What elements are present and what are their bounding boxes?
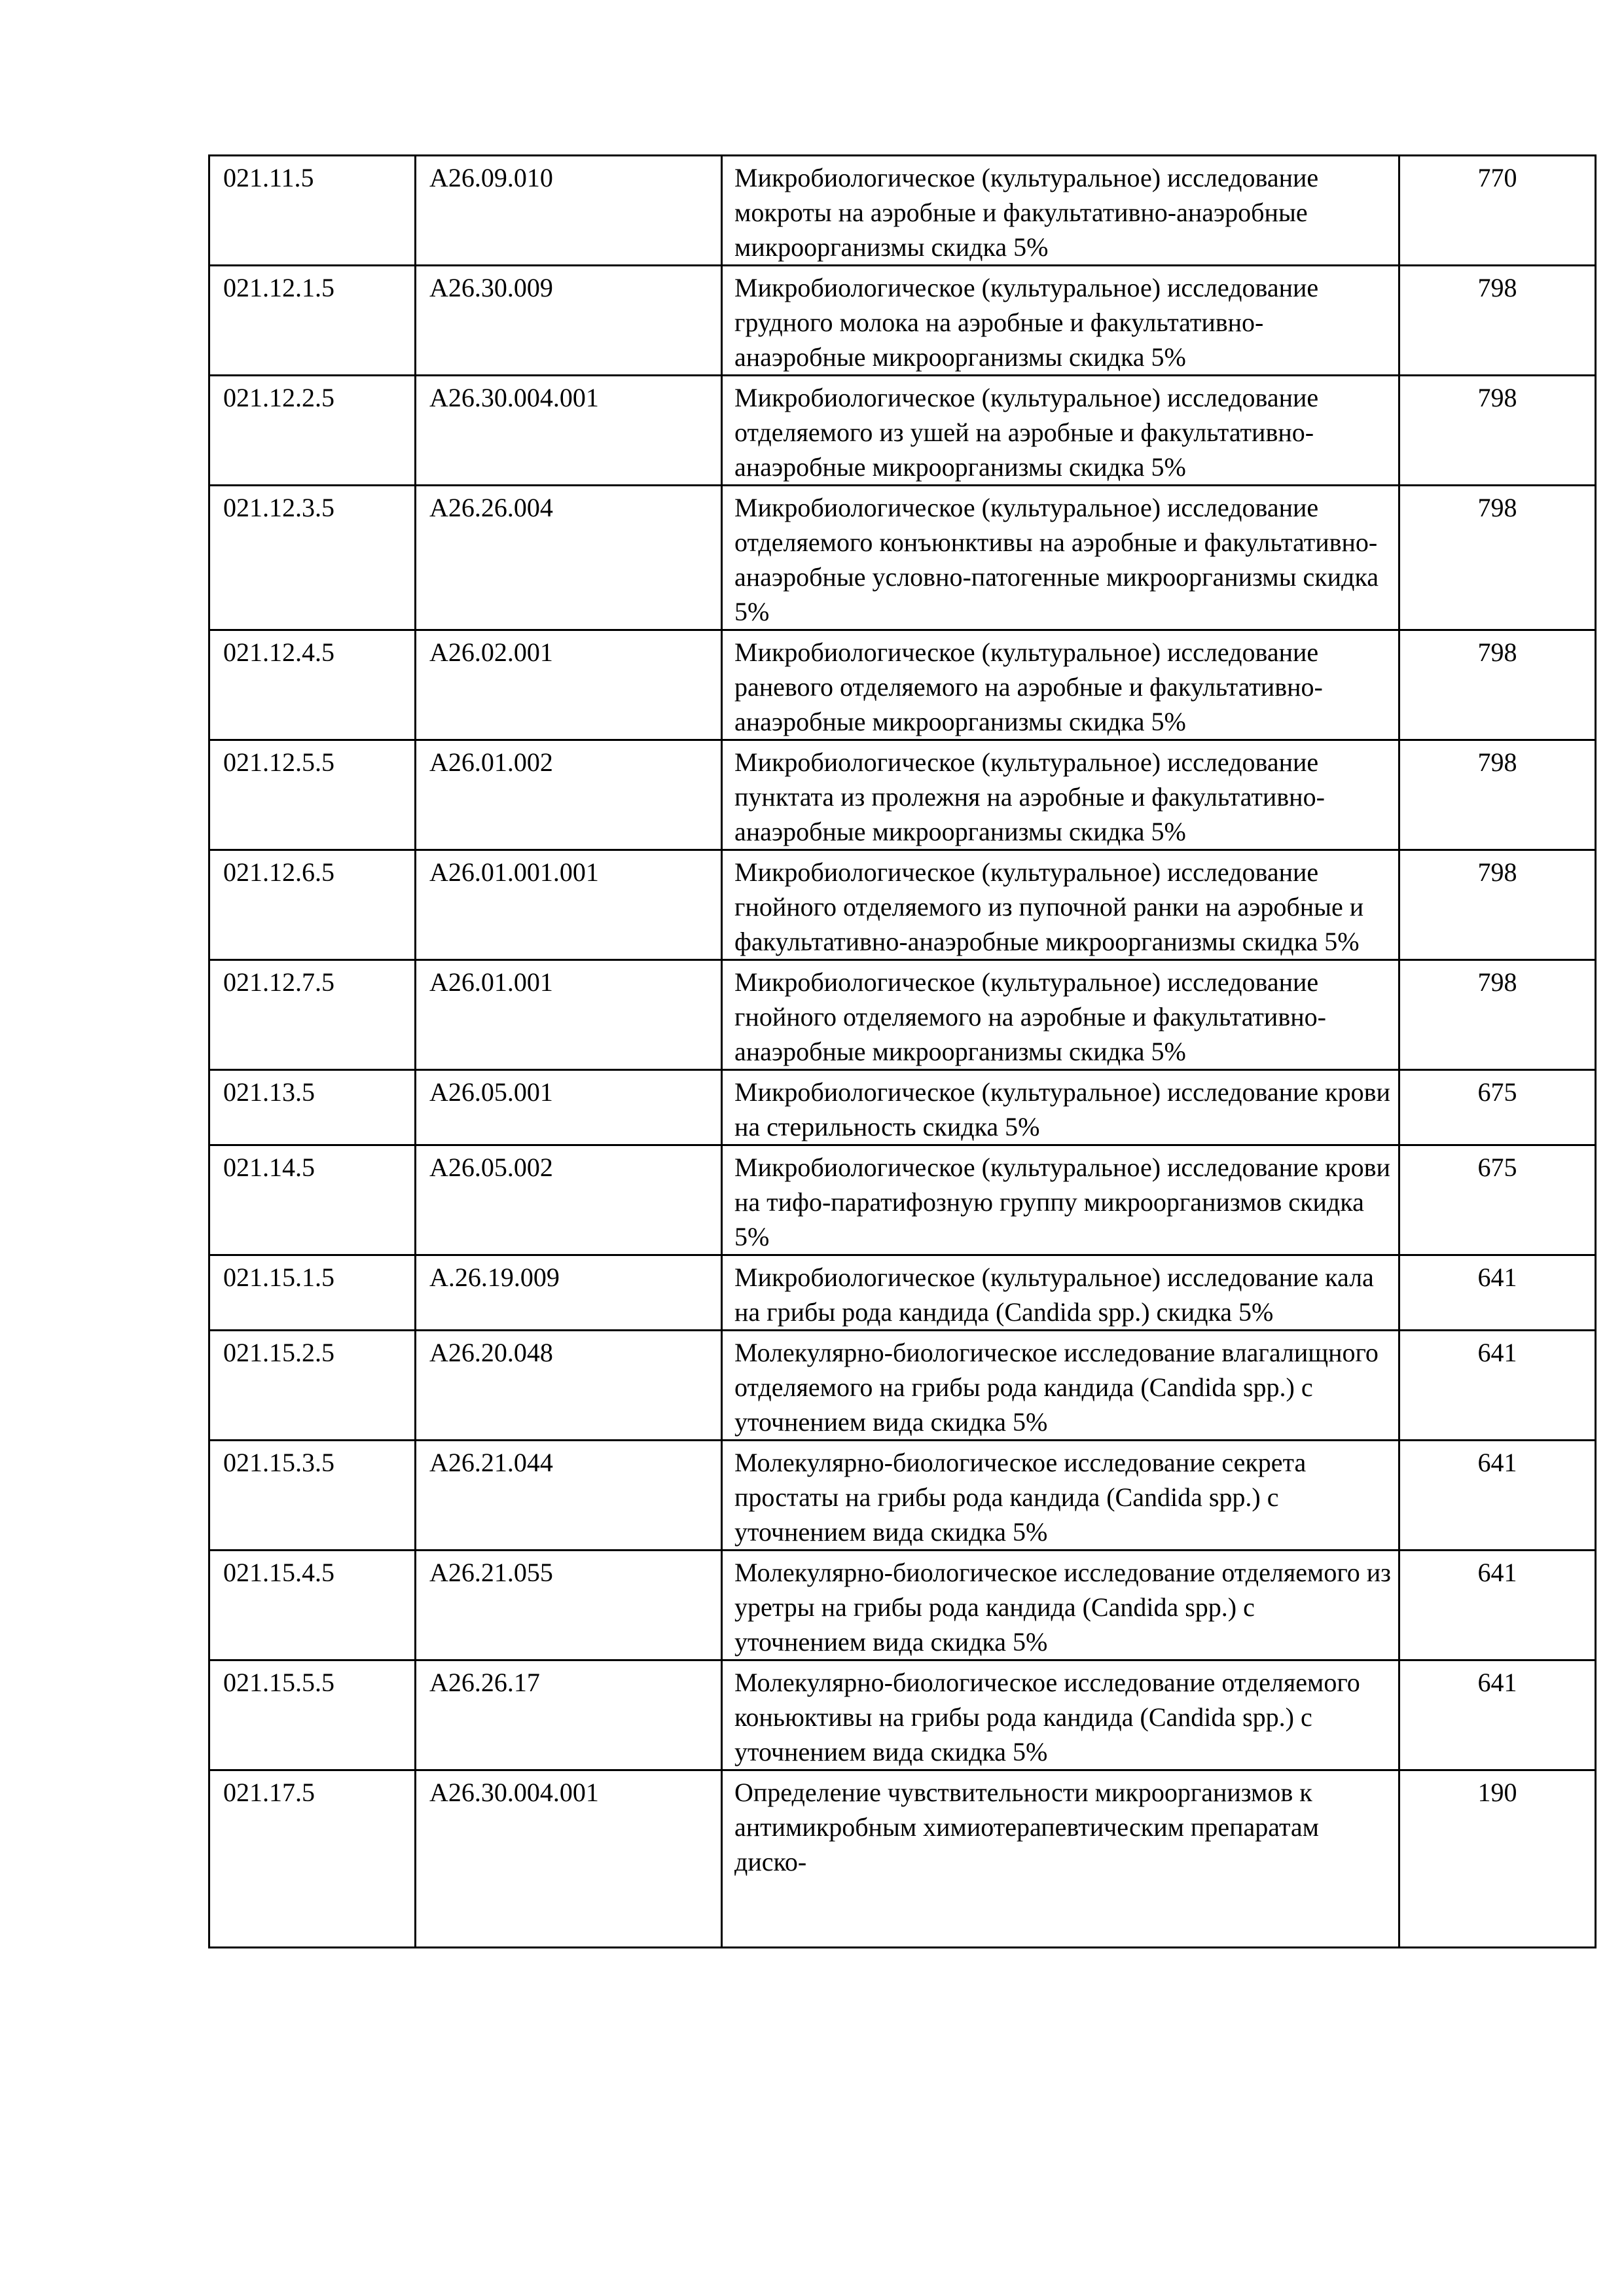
service-code: A26.26.17 [416, 1660, 722, 1770]
service-price: 770 [1399, 156, 1596, 266]
table-row [209, 1441, 1596, 1551]
service-code: A26.01.001 [416, 960, 722, 1070]
table-row [209, 376, 1596, 486]
service-description: Микробиологическое (культуральное) исследование кала на грибы рода кандида (Candida spp.) скидка 5% [722, 1255, 1399, 1331]
service-description: Микробиологическое (культуральное) исследование пунктата из пролежня на аэробные и факультативно-анаэробные микроорганизмы скидка 5% [722, 740, 1399, 850]
table-row [209, 156, 1596, 266]
service-price: 190 [1399, 1770, 1596, 1948]
service-number: 021.12.7.5 [209, 960, 416, 1070]
service-code: A26.30.004.001 [416, 1770, 722, 1948]
service-description: Микробиологическое (культуральное) исследование крови на стерильность скидка 5% [722, 1070, 1399, 1145]
service-price: 641 [1399, 1255, 1596, 1331]
service-code: A26.30.009 [416, 266, 722, 376]
service-code: A26.09.010 [416, 156, 722, 266]
service-price: 641 [1399, 1441, 1596, 1551]
service-price: 675 [1399, 1145, 1596, 1255]
service-description: Микробиологическое (культуральное) исследование мокроты на аэробные и факультативно-анаэробные микроорганизмы скидка 5% [722, 156, 1399, 266]
service-code: A26.30.004.001 [416, 376, 722, 486]
table-row [209, 1660, 1596, 1770]
service-number: 021.11.5 [209, 156, 416, 266]
service-description: Микробиологическое (культуральное) исследование раневого отделяемого на аэробные и факультативно-анаэробные микроорганизмы скидка 5% [722, 630, 1399, 740]
table-row [209, 486, 1596, 630]
table-row [209, 630, 1596, 740]
service-number: 021.12.5.5 [209, 740, 416, 850]
service-code: A26.21.044 [416, 1441, 722, 1551]
service-code: A26.01.001.001 [416, 850, 722, 960]
service-code: A26.20.048 [416, 1331, 722, 1441]
service-price: 798 [1399, 850, 1596, 960]
service-price: 798 [1399, 376, 1596, 486]
service-code: A26.26.004 [416, 486, 722, 630]
service-description: Определение чувствительности микроорганизмов к антимикробным химиотерапевтическим препаратам диско- [722, 1770, 1399, 1948]
service-number: 021.15.4.5 [209, 1551, 416, 1660]
table-row [209, 740, 1596, 850]
service-description: Микробиологическое (культуральное) исследование отделяемого конъюнктивы на аэробные и факультативно-анаэробные условно-патогенные микроорганизмы скидка 5% [722, 486, 1399, 630]
service-price: 641 [1399, 1331, 1596, 1441]
service-description: Микробиологическое (культуральное) исследование грудного молока на аэробные и факультативно-анаэробные микроорганизмы скидка 5% [722, 266, 1399, 376]
service-code: A26.02.001 [416, 630, 722, 740]
table-row [209, 266, 1596, 376]
table-row [209, 1070, 1596, 1145]
service-description: Молекулярно-биологическое исследование секрета простаты на грибы рода кандида (Candida spp.) с уточнением вида скидка 5% [722, 1441, 1399, 1551]
table-row [209, 960, 1596, 1070]
service-price: 798 [1399, 630, 1596, 740]
service-price: 798 [1399, 960, 1596, 1070]
service-description: Молекулярно-биологическое исследование влагалищного отделяемого на грибы рода кандида (Candida spp.) с уточнением вида скидка 5% [722, 1331, 1399, 1441]
service-number: 021.15.3.5 [209, 1441, 416, 1551]
table-row [209, 1770, 1596, 1948]
service-price: 641 [1399, 1660, 1596, 1770]
service-description: Микробиологическое (культуральное) исследование отделяемого из ушей на аэробные и факультативно-анаэробные микроорганизмы скидка 5% [722, 376, 1399, 486]
service-number: 021.14.5 [209, 1145, 416, 1255]
service-description: Микробиологическое (культуральное) исследование гнойного отделяемого из пупочной ранки на аэробные и факультативно-анаэробные микроорганизмы скидка 5% [722, 850, 1399, 960]
service-price: 675 [1399, 1070, 1596, 1145]
service-code: A26.05.002 [416, 1145, 722, 1255]
table-row [209, 1551, 1596, 1660]
service-number: 021.13.5 [209, 1070, 416, 1145]
table-row [209, 1255, 1596, 1331]
service-description: Молекулярно-биологическое исследование отделяемого из уретры на грибы рода кандида (Candida spp.) с уточнением вида скидка 5% [722, 1551, 1399, 1660]
price-table [208, 154, 1597, 1948]
service-price: 798 [1399, 740, 1596, 850]
service-code: A26.21.055 [416, 1551, 722, 1660]
service-description: Микробиологическое (культуральное) исследование крови на тифо-паратифозную группу микроорганизмов скидка 5% [722, 1145, 1399, 1255]
table-row [209, 1331, 1596, 1441]
service-number: 021.12.3.5 [209, 486, 416, 630]
service-price: 798 [1399, 486, 1596, 630]
service-price: 798 [1399, 266, 1596, 376]
table-row [209, 1145, 1596, 1255]
service-number: 021.12.6.5 [209, 850, 416, 960]
service-number: 021.12.1.5 [209, 266, 416, 376]
service-code: A.26.19.009 [416, 1255, 722, 1331]
service-number: 021.15.2.5 [209, 1331, 416, 1441]
service-number: 021.12.4.5 [209, 630, 416, 740]
service-price: 641 [1399, 1551, 1596, 1660]
service-code: A26.01.002 [416, 740, 722, 850]
service-number: 021.12.2.5 [209, 376, 416, 486]
service-number: 021.17.5 [209, 1770, 416, 1948]
service-number: 021.15.1.5 [209, 1255, 416, 1331]
service-description: Микробиологическое (культуральное) исследование гнойного отделяемого на аэробные и факультативно-анаэробные микроорганизмы скидка 5% [722, 960, 1399, 1070]
service-number: 021.15.5.5 [209, 1660, 416, 1770]
table-row [209, 850, 1596, 960]
service-description: Молекулярно-биологическое исследование отделяемого коньюктивы на грибы рода кандида (Candida spp.) с уточнением вида скидка 5% [722, 1660, 1399, 1770]
service-code: A26.05.001 [416, 1070, 722, 1145]
